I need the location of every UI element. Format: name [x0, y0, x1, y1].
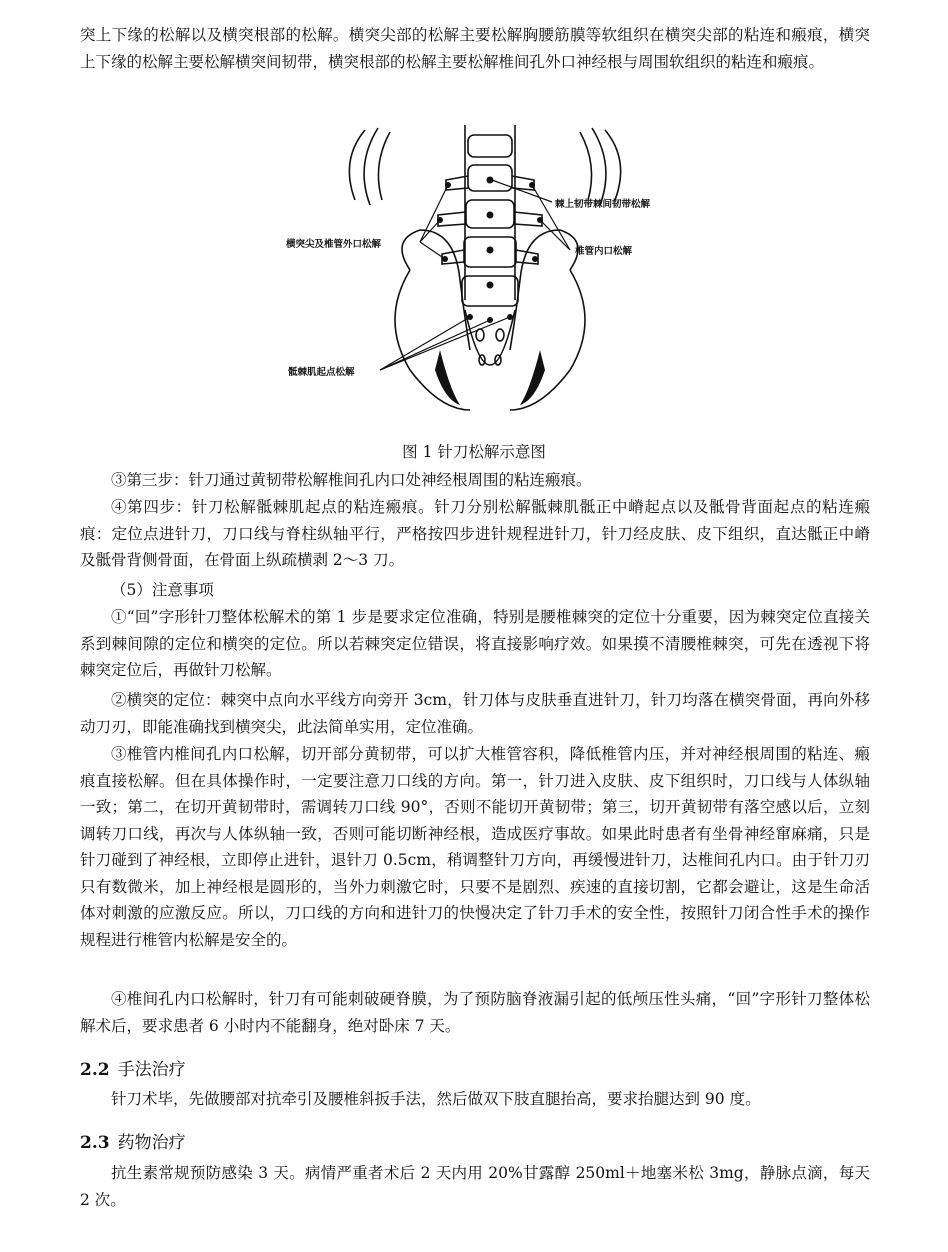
paragraph-step3: ③第三步：针刀通过黄韧带松解椎间孔内口处神经根周围的粘连瘢痕。: [111, 471, 592, 489]
section-heading-2-2: [80, 1055, 186, 1080]
label-transverse-release: 横突尖及椎管外口松解: [286, 239, 382, 250]
label-canal-inner-release: 椎管内口松解: [575, 246, 633, 257]
section-number: 2.3: [80, 1133, 110, 1153]
paragraph-note1: ①“回”字形针刀整体松解术的第 1 步是要求定位准确，特别是腰椎棘突的定位十分重要，因为棘突定位直接关系到棘间隙的定位和横突的定位。所以若棘突定位错误，将直接影响疗效。如果摸不清腰椎棘突，可先在透视下将棘突定位后，再做针刀松解。: [80, 608, 870, 679]
label-supraspinous-release: 棘上韧带棘间韧带松解: [555, 199, 651, 210]
label-sacrospinalis-release: 骶棘肌起点松解: [288, 367, 355, 378]
intro-paragraph: 突上下缘的松解以及横突根部的松解。横突尖部的松解主要松解胸腰筋膜等软组织在横突尖部的粘连和瘢痕，横突上下缘的松解主要松解横突间韧带，横突根部的松解主要松解椎间孔外口神经根与周围软组织的粘连和瘢痕。: [80, 26, 870, 71]
paragraph-manual-therapy: 针刀术毕，先做腰部对抗牵引及腰椎斜扳手法，然后做双下肢直腿抬高，要求抬腿达到 90 度。: [111, 1090, 761, 1108]
notes-heading: （5）注意事项: [111, 581, 214, 599]
section-title: 手法治疗: [117, 1060, 186, 1080]
paragraph-note4: ④椎间孔内口松解时，针刀有可能刺破硬脊膜，为了预防脑脊液漏引起的低颅压性头痛，“回”字形针刀整体松解术后，要求患者 6 小时内不能翻身，绝对卧床 7 天。: [80, 990, 870, 1035]
section-title: 药物治疗: [117, 1133, 186, 1153]
section-heading-2-3: [80, 1128, 186, 1153]
paragraph-step4: ④第四步：针刀松解骶棘肌起点的粘连瘢痕。针刀分别松解骶棘肌骶正中嵴起点以及骶骨背面起点的粘连瘢痕：定位点进针刀，刀口线与脊柱纵轴平行，严格按四步进针规程进针刀，针刀经皮肤、皮下组织，直达骶正中嵴及骶骨背侧骨面，在骨面上纵疏横剥 2～3 刀。: [80, 498, 870, 569]
paragraph-drug-therapy: 抗生素常规预防感染 3 天。病情严重者术后 2 天内用 20%甘露醇 250ml＋地塞米松 3mg，静脉点滴，每天 2 次。: [80, 1164, 870, 1209]
section-number: 2.2: [80, 1060, 110, 1080]
figure-lumbar-release-diagram: [270, 120, 690, 415]
paragraph-note3: ③椎管内椎间孔内口松解，切开部分黄韧带，可以扩大椎管容积，降低椎管内压，并对神经根周围的粘连、瘢痕直接松解。但在具体操作时，一定要注意刀口线的方向。第一，针刀进入皮肤、皮下组织时，刀口线与人体纵轴一致；第二，在切开黄韧带时，需调转刀口线 90°，否则不能切开黄韧带；第三，切开黄韧带有落空感以后，立刻调转刀口线，再次与人体纵轴一致，否则可能切断神经根，造成医疗事故。如果此时患者有坐骨神经窜麻痛，只是针刀碰到了神经根，立即停止进针，退针刀 0.5cm，稍调整针刀方向，再缓慢进针刀，达椎间孔内口。由于针刀刃只有数微米，加上神经根是圆形的，当外力刺激它时，只要不是剧烈、疾速的直接切割，它都会避让，这是生命活体对刺激的应激反应。所以，刀口线的方向和进针刀的快慢决定了针刀手术的安全性，按照针刀闭合性手术的操作规程进行椎管内松解是安全的。: [80, 745, 870, 949]
figure-caption: 图 1 针刀松解示意图: [402, 443, 546, 461]
paragraph-note2: ②横突的定位：棘突中点向水平线方向旁开 3cm，针刀体与皮肤垂直进针刀，针刀均落在横突骨面，再向外移动刀刃，即能准确找到横突尖，此法简单实用，定位准确。: [80, 691, 870, 736]
